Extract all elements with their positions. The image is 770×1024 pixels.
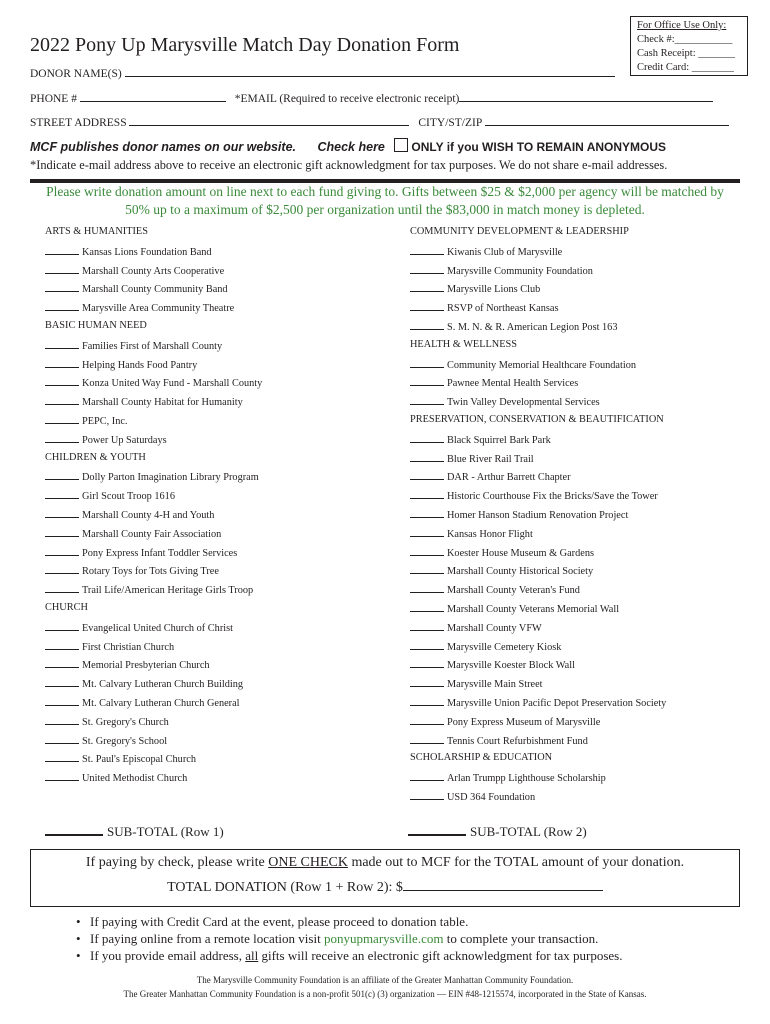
donation-amount-field[interactable]	[410, 527, 444, 537]
left-fund-item	[45, 677, 243, 690]
payment-bullets	[76, 913, 623, 964]
left-fund-item	[45, 564, 219, 577]
bullet-online: • If paying online from a remote location visit ponyupmarysville.com to complete your transaction.	[76, 931, 599, 946]
donation-amount-field[interactable]	[45, 621, 79, 631]
street-address-field[interactable]	[129, 115, 409, 126]
left-fund-item	[45, 546, 237, 559]
right-category-heading: HEALTH & WELLNESS	[410, 338, 517, 350]
right-fund-item	[410, 508, 628, 521]
fund-name: Mt. Calvary Lutheran Church Building	[82, 679, 244, 691]
footer-line1: The Marysville Community Foundation is an affiliate of the Greater Manhattan Community Foundation.	[196, 975, 574, 985]
left-fund-item	[45, 264, 224, 277]
fund-name: Marysville Area Community Theatre	[82, 303, 235, 315]
right-fund-item	[410, 696, 666, 709]
subtotal-row1	[45, 824, 224, 840]
fund-name: Evangelical United Church of Christ	[82, 622, 233, 634]
fund-name: Marysville Cemetery Kiosk	[447, 641, 562, 653]
fund-name: Konza United Way Fund - Marshall County	[82, 378, 263, 390]
subtotal-row2	[408, 824, 587, 840]
fund-name: Marysville Community Foundation	[447, 265, 593, 277]
donation-amount-field[interactable]	[410, 376, 444, 386]
email-label: *EMAIL (Required to receive electronic receipt)	[234, 93, 460, 105]
donation-amount-field[interactable]	[410, 790, 444, 800]
fund-name: Memorial Presbyterian Church	[82, 660, 210, 672]
right-fund-item	[410, 564, 593, 577]
right-fund-item	[410, 546, 594, 559]
check-here-text: Check here	[317, 140, 385, 154]
donor-name-field[interactable]	[125, 66, 615, 77]
phone-label: PHONE #	[30, 93, 77, 105]
left-category-heading: BASIC HUMAN NEED	[45, 320, 147, 331]
donation-amount-field[interactable]	[45, 414, 79, 424]
right-fund-item	[410, 489, 658, 502]
match-instructions	[20, 183, 750, 219]
subtotal-row2-field[interactable]	[408, 824, 466, 836]
right-fund-item	[410, 715, 600, 728]
left-fund-item	[45, 470, 259, 483]
fund-name: Marysville Union Pacific Depot Preservation Society	[447, 698, 667, 709]
donation-amount-field[interactable]	[45, 282, 79, 292]
donation-amount-field[interactable]	[45, 264, 79, 274]
donation-amount-field[interactable]	[45, 546, 79, 556]
right-fund-item	[410, 640, 561, 653]
bullet-credit-card-text: If paying with Credit Card at the event, please proceed to donation table.	[90, 914, 469, 929]
fund-name: Power Up Saturdays	[82, 434, 167, 446]
fund-name: Community Memorial Healthcare Foundation	[447, 359, 637, 371]
fund-name: Blue River Rail Trail	[447, 453, 534, 465]
left-fund-item	[45, 527, 221, 540]
left-fund-item	[45, 715, 169, 728]
donation-amount-field[interactable]	[45, 395, 79, 405]
fund-name: Koester House Museum & Gardens	[447, 547, 594, 559]
fund-name: Marshall County Community Band	[82, 284, 228, 296]
left-fund-column	[45, 226, 385, 796]
right-fund-item	[410, 771, 606, 784]
address-row	[30, 115, 729, 129]
donation-amount-field[interactable]	[410, 433, 444, 443]
fund-name: Trail Life/American Heritage Girls Troop	[82, 585, 254, 597]
left-fund-item	[45, 395, 243, 408]
donation-amount-field[interactable]	[45, 696, 79, 706]
city-field[interactable]	[485, 115, 729, 126]
right-fund-item	[410, 358, 636, 371]
mcf-publishes-text: MCF publishes donor names on our website.	[30, 140, 296, 154]
subtotal-row2-label: SUB-TOTAL (Row 2)	[470, 824, 587, 839]
office-use-box	[630, 16, 748, 76]
right-fund-item	[410, 264, 593, 277]
fund-name: St. Gregory's School	[82, 735, 168, 747]
fund-name: Kansas Lions Foundation Band	[82, 246, 212, 258]
fund-name: Marshall County Fair Association	[82, 528, 222, 540]
office-cash-field[interactable]: Cash Receipt: _______	[637, 48, 735, 59]
right-fund-item	[410, 470, 571, 483]
total-donation-field[interactable]	[403, 880, 603, 891]
donation-amount-field[interactable]	[410, 546, 444, 556]
email-note: *Indicate e-mail address above to receive an electronic gift acknowledgment for tax purposes. We do not share e-mail addresses.	[30, 158, 668, 172]
fund-name: Pawnee Mental Health Services	[447, 378, 579, 390]
right-category-heading: SCHOLARSHIP & EDUCATION	[410, 752, 553, 764]
fund-name: Marshall County Habitat for Humanity	[82, 397, 243, 409]
fund-name: Pony Express Infant Toddler Services	[82, 547, 238, 559]
right-fund-item	[410, 790, 535, 803]
right-fund-item	[410, 583, 580, 596]
anonymous-checkbox[interactable]	[394, 138, 408, 152]
bullet-online-pre: If paying online from a remote location visit	[90, 931, 324, 946]
office-use-header: For Office Use Only:	[637, 20, 727, 31]
donation-amount-field[interactable]	[410, 508, 444, 518]
fund-name: Pony Express Museum of Marysville	[447, 716, 601, 728]
donation-amount-field[interactable]	[410, 395, 444, 405]
fund-name: S. M. N. & R. American Legion Post 163	[447, 322, 618, 333]
match-instructions-line1: Please write donation amount on line next to each fund giving to. Gifts between $25 & $2,000 per agency will be matched by	[46, 184, 724, 199]
office-check-field[interactable]: Check #:___________	[637, 34, 733, 45]
check-instructions	[30, 855, 740, 871]
left-fund-item	[45, 245, 212, 258]
form-title: 2022 Pony Up Marysville Match Day Donation Form	[30, 34, 460, 56]
donation-amount-field[interactable]	[410, 301, 444, 311]
left-fund-item	[45, 433, 167, 446]
fund-name: United Methodist Church	[82, 773, 188, 785]
donation-amount-field[interactable]	[410, 602, 444, 612]
check-instructions-post: made out to MCF for the TOTAL amount of your donation.	[347, 855, 685, 870]
left-fund-item	[45, 414, 127, 427]
right-fund-item	[410, 301, 558, 314]
right-fund-item	[410, 527, 533, 540]
donation-amount-field[interactable]	[45, 245, 79, 255]
fund-name: St. Gregory's Church	[82, 716, 169, 728]
right-fund-item	[410, 395, 600, 408]
fund-name: Families First of Marshall County	[82, 340, 223, 352]
street-address-label: STREET ADDRESS	[30, 117, 127, 129]
fund-name: Marshall County VFW	[447, 622, 542, 634]
city-label: CITY/ST/ZIP	[418, 117, 482, 129]
all-text: all	[245, 948, 259, 963]
left-fund-item	[45, 282, 228, 295]
right-fund-item	[410, 658, 575, 671]
fund-name: DAR - Arthur Barrett Chapter	[447, 472, 571, 484]
phone-email-row	[30, 91, 713, 105]
left-fund-item	[45, 640, 174, 653]
fund-name: RSVP of Northeast Kansas	[447, 303, 559, 315]
donation-amount-field[interactable]	[410, 583, 444, 593]
subtotal-row1-field[interactable]	[45, 824, 103, 836]
fund-name: Historic Courthouse Fix the Bricks/Save the Tower	[447, 491, 658, 503]
donation-amount-field[interactable]	[45, 376, 79, 386]
donation-amount-field[interactable]	[45, 489, 79, 499]
donation-amount-field[interactable]	[410, 564, 444, 574]
left-fund-item	[45, 658, 210, 671]
donation-amount-field[interactable]	[410, 640, 444, 650]
donor-name-row	[30, 66, 615, 80]
right-fund-item	[410, 320, 617, 333]
fund-name: Mt. Calvary Lutheran Church General	[82, 698, 240, 709]
donation-amount-field[interactable]	[45, 470, 79, 480]
donation-amount-field[interactable]	[45, 715, 79, 725]
fund-name: First Christian Church	[82, 641, 175, 653]
donation-amount-field[interactable]	[45, 433, 79, 443]
donation-amount-field[interactable]	[45, 527, 79, 537]
left-fund-item	[45, 771, 187, 784]
donation-amount-field[interactable]	[45, 658, 79, 668]
right-fund-item	[410, 433, 551, 446]
right-category-heading: COMMUNITY DEVELOPMENT & LEADERSHIP	[410, 226, 629, 237]
donation-amount-field[interactable]	[410, 264, 444, 274]
donation-amount-field[interactable]	[45, 339, 79, 349]
donor-name-label: DONOR NAME(S)	[30, 68, 122, 80]
fund-name: USD 364 Foundation	[447, 792, 536, 803]
right-fund-item	[410, 734, 588, 747]
fund-name: Marshall County 4-H and Youth	[82, 510, 215, 521]
donation-amount-field[interactable]	[410, 621, 444, 631]
left-fund-item	[45, 508, 214, 521]
fund-name: Marysville Lions Club	[447, 284, 541, 296]
donation-amount-field[interactable]	[410, 734, 444, 744]
fund-name: Marysville Main Street	[447, 679, 543, 691]
donation-amount-field[interactable]	[410, 771, 444, 781]
left-fund-item	[45, 734, 167, 747]
donation-amount-field[interactable]	[45, 358, 79, 368]
bullet-email-post: gifts will receive an electronic gift acknowledgment for tax purposes.	[258, 948, 623, 963]
donation-amount-field[interactable]	[45, 771, 79, 781]
donation-amount-field[interactable]	[410, 677, 444, 687]
donation-amount-field[interactable]	[45, 301, 79, 311]
left-fund-item	[45, 376, 262, 389]
fund-name: Twin Valley Developmental Services	[447, 397, 600, 409]
donation-amount-field[interactable]	[410, 358, 444, 368]
left-fund-item	[45, 489, 175, 502]
donation-amount-field[interactable]	[45, 583, 79, 593]
left-category-heading: ARTS & HUMANITIES	[45, 226, 148, 237]
donation-amount-field[interactable]	[45, 734, 79, 744]
right-fund-item	[410, 452, 534, 465]
fund-name: Kiwanis Club of Marysville	[447, 246, 563, 258]
donation-amount-field[interactable]	[410, 470, 444, 480]
donation-amount-field[interactable]	[410, 320, 444, 330]
donation-amount-field[interactable]	[45, 508, 79, 518]
left-fund-item	[45, 301, 234, 314]
left-fund-item	[45, 339, 222, 352]
donation-amount-field[interactable]	[410, 658, 444, 668]
fund-name: Kansas Honor Flight	[447, 528, 533, 540]
donation-amount-field[interactable]	[45, 640, 79, 650]
right-fund-item	[410, 245, 562, 258]
left-category-heading: CHILDREN & YOUTH	[45, 451, 146, 463]
donation-amount-field[interactable]	[410, 696, 444, 706]
right-fund-item	[410, 282, 540, 295]
check-instructions-pre: If paying by check, please write	[85, 855, 269, 870]
bullet-online-post: to complete your transaction.	[443, 931, 599, 946]
bullet-credit-card: • If paying with Credit Card at the event, please proceed to donation table.	[76, 914, 469, 929]
fund-name: Marshall County Arts Cooperative	[82, 265, 225, 277]
donation-amount-field[interactable]	[410, 245, 444, 255]
right-fund-item	[410, 602, 619, 615]
left-fund-item	[45, 696, 240, 709]
one-check-text: ONE CHECK	[268, 855, 348, 870]
right-category-heading: PRESERVATION, CONSERVATION & BEAUTIFICATION	[410, 414, 664, 425]
donation-amount-field[interactable]	[45, 677, 79, 687]
right-fund-column	[410, 226, 750, 806]
left-fund-item	[45, 752, 196, 765]
email-field[interactable]	[459, 91, 713, 102]
fund-name: Dolly Parton Imagination Library Program	[82, 472, 259, 484]
website-link[interactable]: ponyupmarysville.com	[323, 931, 444, 946]
right-fund-item	[410, 621, 542, 634]
fund-name: PEPC, Inc.	[82, 416, 128, 427]
bullet-email-pre: If you provide email address,	[90, 948, 246, 963]
right-fund-item	[410, 677, 543, 690]
total-donation-label: TOTAL DONATION (Row 1 + Row 2): $	[167, 880, 403, 895]
donation-amount-field[interactable]	[45, 564, 79, 574]
fund-name: Marshall County Historical Society	[447, 566, 594, 578]
fund-name: Rotary Toys for Tots Giving Tree	[82, 566, 219, 578]
donation-amount-field[interactable]	[410, 715, 444, 725]
left-fund-item	[45, 358, 197, 371]
left-fund-item	[45, 583, 253, 596]
fund-name: Homer Hanson Stadium Renovation Project	[447, 510, 629, 521]
fund-name: Marshall County Veteran's Fund	[447, 585, 580, 597]
donation-amount-field[interactable]	[410, 282, 444, 292]
donation-amount-field[interactable]	[410, 489, 444, 499]
fund-name: Tennis Court Refurbishment Fund	[447, 735, 588, 747]
left-fund-item	[45, 621, 233, 634]
bullet-email: • If you provide email address, all gifts will receive an electronic gift acknowledgment for tax purposes.	[76, 948, 623, 963]
phone-field[interactable]	[80, 91, 226, 102]
donation-amount-field[interactable]	[45, 752, 79, 762]
match-instructions-line2: 50% up to a maximum of $2,500 per organization until the $83,000 in match money is depleted.	[125, 202, 645, 217]
fund-name: St. Paul's Episcopal Church	[82, 754, 196, 766]
anonymous-row	[30, 138, 666, 154]
footer-line2: The Greater Manhattan Community Foundation is a non-profit 501(c) (3) organization — EIN #48-1215574, incorporated in the State of Kansas.	[123, 989, 647, 999]
fund-name: Girl Scout Troop 1616	[82, 491, 175, 503]
left-category-heading: CHURCH	[45, 602, 88, 613]
total-donation-row	[30, 880, 740, 896]
fund-name: Black Squirrel Bark Park	[447, 434, 551, 446]
fund-name: Arlan Trumpp Lighthouse Scholarship	[447, 773, 606, 785]
subtotal-row1-label: SUB-TOTAL (Row 1)	[107, 824, 224, 839]
fund-name: Marysville Koester Block Wall	[447, 660, 575, 672]
office-credit-field[interactable]: Credit Card: ________	[637, 62, 734, 73]
fund-name: Marshall County Veterans Memorial Wall	[447, 604, 620, 615]
right-fund-item	[410, 376, 578, 389]
donation-amount-field[interactable]	[410, 452, 444, 462]
fund-name: Helping Hands Food Pantry	[82, 359, 198, 371]
anonymous-text: ONLY if you WISH TO REMAIN ANONYMOUS	[411, 140, 667, 154]
